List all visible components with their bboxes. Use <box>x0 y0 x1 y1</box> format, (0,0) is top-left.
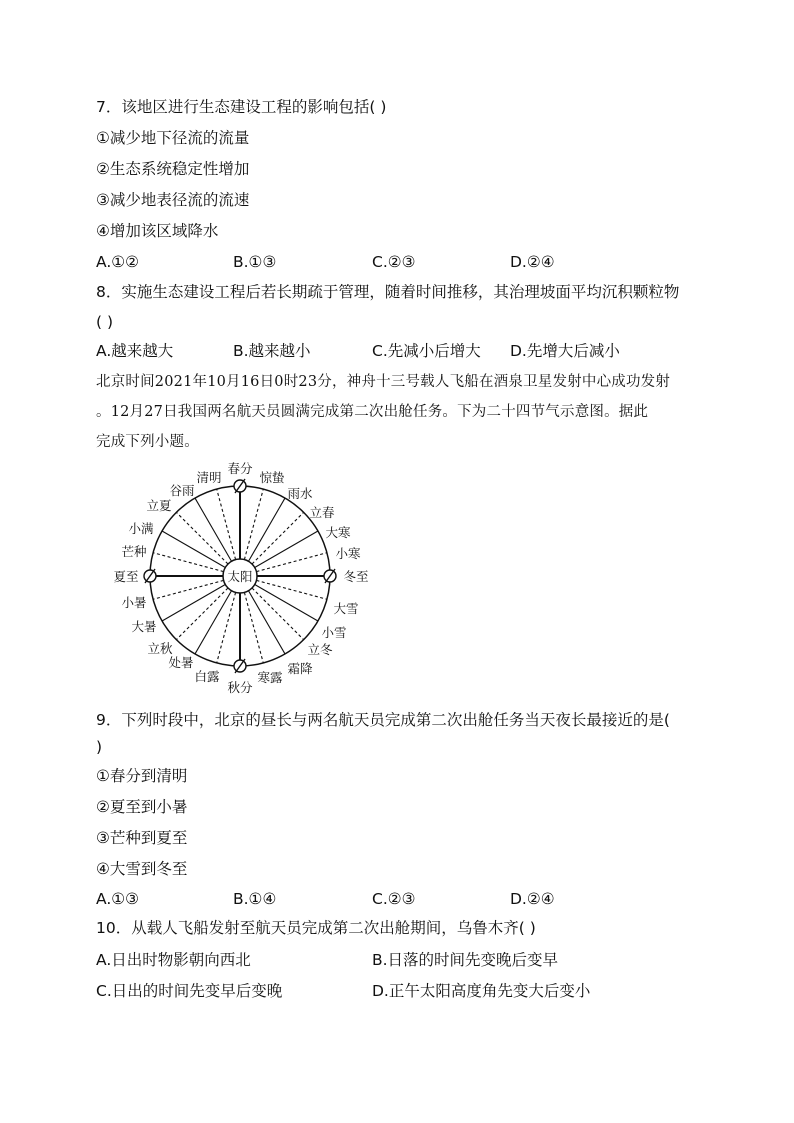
term-lichun: 立春 <box>309 505 335 520</box>
term-qiufen: 秋分 <box>227 680 253 695</box>
passage-line-3: 完成下列小题。 <box>96 434 199 450</box>
term-xiaohan: 小寒 <box>335 546 361 561</box>
q8-option-b: B.越来越小 <box>233 342 311 360</box>
q9-stem: 9．下列时段中，北京的昼长与两名航天员完成第二次出舱任务当天夜长最接近的是( <box>96 711 670 729</box>
term-shuangjiang: 霜降 <box>287 661 313 676</box>
q9-item-1: ①春分到清明 <box>96 767 188 785</box>
orbit-spoke <box>176 588 228 640</box>
q8-option-c: C.先减小后增大 <box>372 342 481 360</box>
orbit-spoke <box>162 531 225 568</box>
term-xiaoxue: 小雪 <box>321 625 347 640</box>
orbit-spoke <box>217 592 236 663</box>
q10-option-c: C.日出的时间先变早后变晚 <box>96 982 283 1000</box>
orbit-spoke <box>252 588 304 640</box>
sun-label: 太阳 <box>227 569 253 584</box>
orbit-spoke <box>255 585 318 622</box>
orbit-spoke <box>249 591 286 654</box>
term-mangzhong: 芒种 <box>121 544 147 559</box>
term-bailu: 白露 <box>194 669 220 684</box>
orbit-spoke <box>153 580 224 599</box>
q9-item-2: ②夏至到小暑 <box>96 798 188 816</box>
term-chushu: 处暑 <box>168 655 194 670</box>
q7-item-3: ③减少地表径流的流速 <box>96 191 250 209</box>
q8-stem-cont: ( ) <box>96 313 114 331</box>
term-xiaoman: 小满 <box>128 521 154 536</box>
q7-item-2: ②生态系统稳定性增加 <box>96 160 250 178</box>
orbit-spoke <box>244 592 263 663</box>
earth-marker-winter <box>324 569 336 583</box>
q9-option-c: C.②③ <box>372 890 416 908</box>
q8-stem: 8．实施生态建设工程后若长期疏于管理，随着时间推移，其治理坡面平均沉积颗粒物 <box>96 283 680 301</box>
q9-item-4: ④大雪到冬至 <box>96 860 188 878</box>
q10-option-d: D.正午太阳高度角先变大后变小 <box>372 982 591 1000</box>
term-lidong: 立冬 <box>307 642 333 657</box>
q7-option-a: A.①② <box>96 253 140 271</box>
orbit-spoke <box>153 553 224 572</box>
q7-item-1: ①减少地下径流的流量 <box>96 129 250 147</box>
q10-stem: 10．从载人飞船发射至航天员完成第二次出舱期间，乌鲁木齐( ) <box>96 919 536 937</box>
term-liqiu: 立秋 <box>147 641 173 656</box>
q10-option-a: A.日出时物影朝向西北 <box>96 951 251 969</box>
orbit-spoke <box>252 512 304 564</box>
q7-option-c: C.②③ <box>372 253 416 271</box>
orbit-spoke <box>176 512 228 564</box>
term-qingming: 清明 <box>196 470 222 485</box>
orbit-spoke <box>249 498 286 561</box>
term-daxue: 大雪 <box>333 601 359 616</box>
term-dashu: 大暑 <box>131 619 157 634</box>
term-hanlu: 寒露 <box>257 670 283 685</box>
orbit-spoke <box>217 489 236 560</box>
q7-item-4: ④增加该区域降水 <box>96 222 219 240</box>
term-jingzhe: 惊蛰 <box>259 470 285 485</box>
orbit-spoke <box>244 489 263 560</box>
term-guyu: 谷雨 <box>169 483 195 498</box>
term-dahan: 大寒 <box>325 525 351 540</box>
earth-marker-autumn <box>234 659 246 673</box>
term-xiazhi: 夏至 <box>113 569 139 584</box>
orbit-spoke <box>256 580 327 599</box>
q7-option-b: B.①③ <box>233 253 277 271</box>
q9-option-a: A.①③ <box>96 890 140 908</box>
term-chunfen: 春分 <box>227 462 253 476</box>
orbit-spoke <box>256 553 327 572</box>
earth-marker-summer <box>144 569 156 583</box>
q8-option-a: A.越来越大 <box>96 342 174 360</box>
orbit-spoke <box>255 531 318 568</box>
passage-line-2: 。12月27日我国两名航天员圆满完成第二次出舱任务。下为二十四节气示意图。据此 <box>96 404 649 420</box>
passage-line-1: 北京时间2021年10月16日0时23分，神舟十三号载人飞船在酒泉卫星发射中心成功发射 <box>96 374 671 390</box>
q9-item-3: ③芒种到夏至 <box>96 829 188 847</box>
solar-terms-diagram <box>108 462 380 700</box>
term-yushui: 雨水 <box>287 486 313 501</box>
q10-option-b: B.日落的时间先变晚后变早 <box>372 951 559 969</box>
term-xiaoshu: 小暑 <box>121 595 147 610</box>
q9-option-b: B.①④ <box>233 890 277 908</box>
q9-option-d: D.②④ <box>510 890 555 908</box>
q9-stem-cont: ) <box>96 738 103 756</box>
q7-stem: 7．该地区进行生态建设工程的影响包括( ) <box>96 98 387 116</box>
q7-option-d: D.②④ <box>510 253 555 271</box>
orbit-spoke <box>195 591 232 654</box>
q8-option-d: D.先增大后减小 <box>510 342 620 360</box>
earth-marker-spring <box>234 479 246 493</box>
orbit-spoke <box>195 498 232 561</box>
term-lixia: 立夏 <box>146 498 172 513</box>
orbit-spoke <box>162 585 225 622</box>
term-dongzhi: 冬至 <box>343 569 369 584</box>
